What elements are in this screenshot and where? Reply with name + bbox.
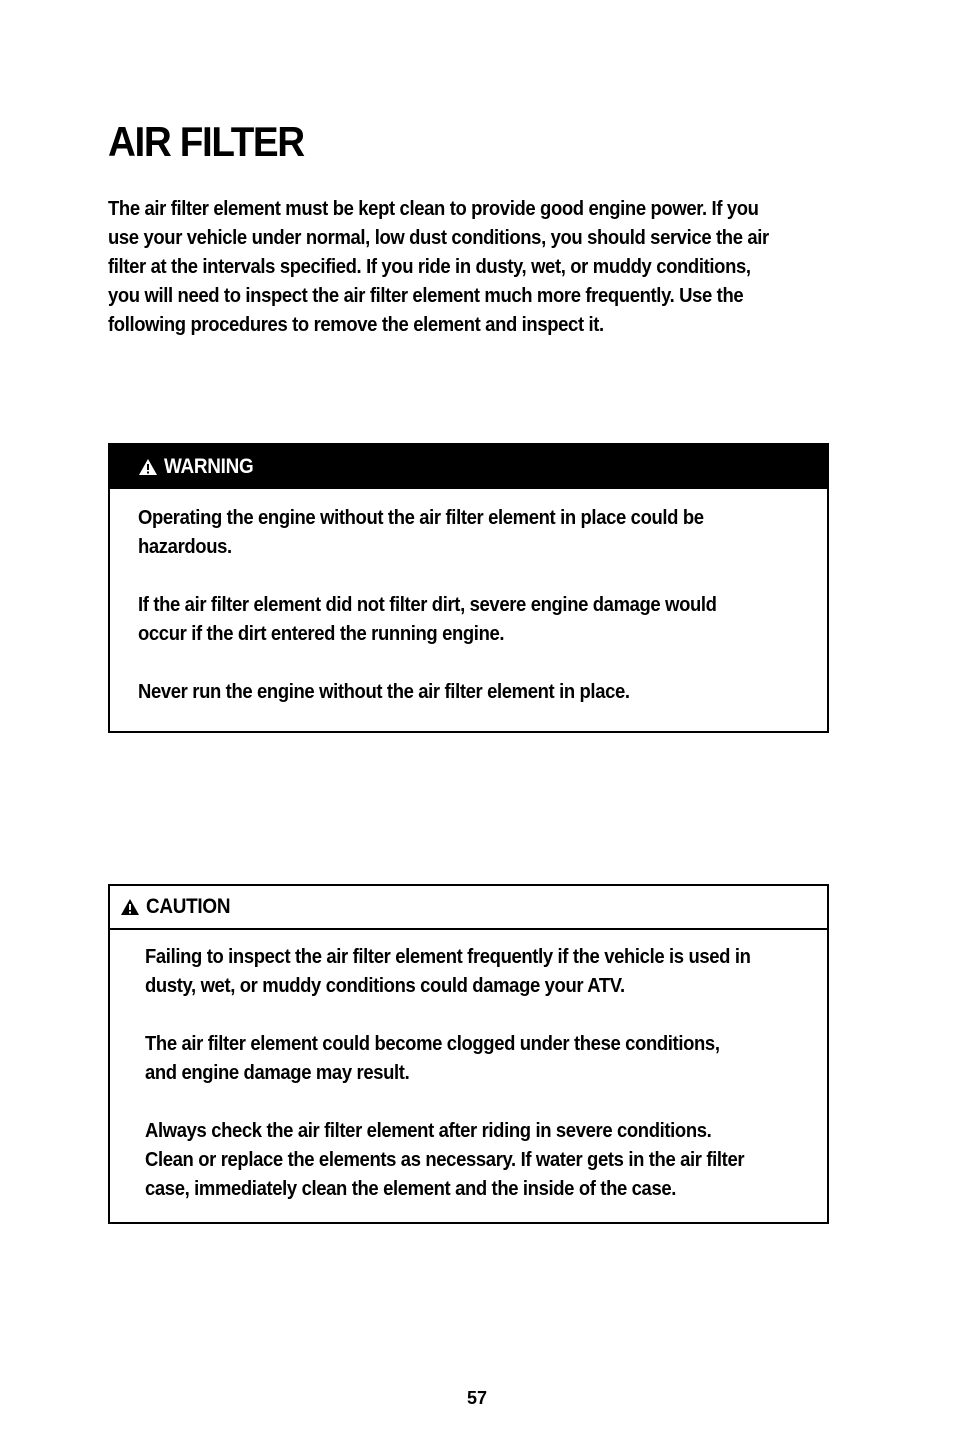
warning-header [110, 445, 827, 489]
warning-body [138, 503, 878, 706]
caution-paragraph: Failing to inspect the air filter element frequently if the vehicle is used in dusty, wet, or muddy conditions could damage your ATV. [145, 945, 751, 997]
warning-paragraph: Never run the engine without the air filter element in place. [138, 680, 630, 703]
warning-paragraph: If the air filter element did not filter dirt, severe engine damage would occur if the dirt entered the running engine. [138, 593, 717, 645]
warning-paragraph: Operating the engine without the air filter element in place could be hazardous. [138, 506, 704, 558]
page-title: AIR FILTER [108, 118, 304, 165]
caution-label: CAUTION [146, 895, 231, 918]
warning-label: WARNING [164, 455, 254, 478]
caution-paragraph: Always check the air filter element after riding in severe conditions. Clean or replace the elements as necessary. If water gets in the air filter case, immediately clean the element and the inside of the case. [145, 1119, 745, 1200]
intro-paragraph: The air filter element must be kept clean to provide good engine power. If you use your vehicle under normal, low dust conditions, you should service the air filter at the intervals specified. If you ride in dusty, wet, or muddy conditions, you will need to inspect the air filter element much more frequently. Use the following procedures to remove the element and inspect it. [108, 197, 769, 336]
caution-body [145, 942, 905, 1203]
caution-box [108, 884, 829, 1224]
caution-header [110, 886, 827, 930]
page-number: 57 [466, 1388, 488, 1408]
warning-box [108, 443, 829, 733]
warning-triangle-icon [138, 458, 158, 476]
caution-paragraph: The air filter element could become clogged under these conditions, and engine damage may result. [145, 1032, 720, 1084]
warning-triangle-icon [120, 898, 140, 916]
